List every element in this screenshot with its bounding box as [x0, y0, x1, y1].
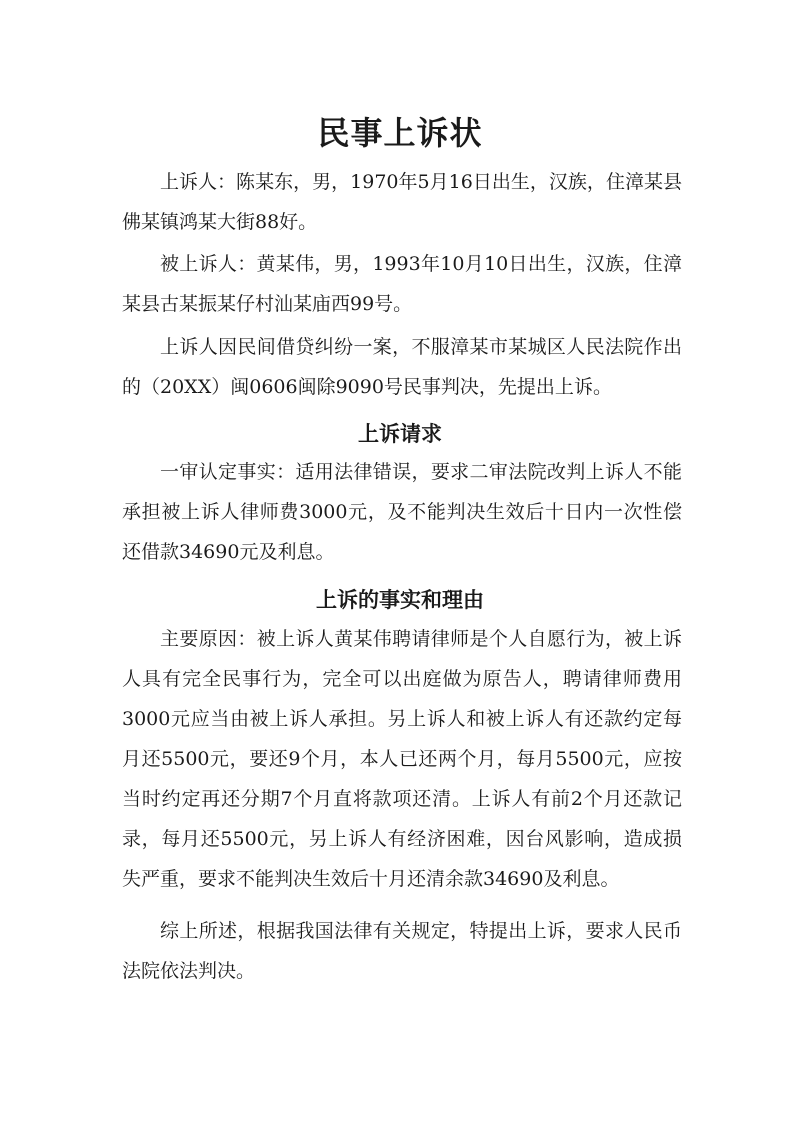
facts-heading: 上诉的事实和理由 — [316, 588, 484, 612]
intro-paragraph: 上诉人因民间借贷纠纷一案，不服漳某市某城区人民法院作出的（20XX）闽0606闽除9090号民事判决，先提出上诉。 — [122, 336, 682, 398]
claims-paragraph: 一审认定事实：适用法律错误，要求二审法院改判上诉人不能承担被上诉人律师费3000元，及不能判决生效后十日内一次性偿还借款34690元及利息。 — [122, 461, 682, 563]
appellee-paragraph: 被上诉人：黄某伟，男，1993年10月10日出生，汉族，住漳某县古某振某仔村汕某庙西99号。 — [122, 253, 682, 315]
conclusion-paragraph: 综上所述，根据我国法律有关规定，特提出上诉，要求人民币法院依法判决。 — [122, 920, 682, 982]
claims-heading: 上诉请求 — [358, 422, 442, 446]
appellant-paragraph: 上诉人：陈某东，男，1970年5月16日出生，汉族，住漳某县佛某镇鸿某大街88好。 — [122, 171, 682, 233]
document-title: 民事上诉状 — [317, 114, 483, 152]
facts-paragraph: 主要原因：被上诉人黄某伟聘请律师是个人自愿行为，被上诉人具有完全民事行为，完全可以出庭做为原告人，聘请律师费用3000元应当由被上诉人承担。另上诉人和被上诉人有还款约定每月还5500元，要还9个月，本人已还两个月，每月5500元，应按当时约定再还分期7个月直将款项还清。上诉人有前2个月还款记录，每月还5500元，另上诉人有经济困难，因台风影响，造成损失严重，要求不能判决生效后十月还清余款34690及利息。 — [122, 628, 682, 890]
